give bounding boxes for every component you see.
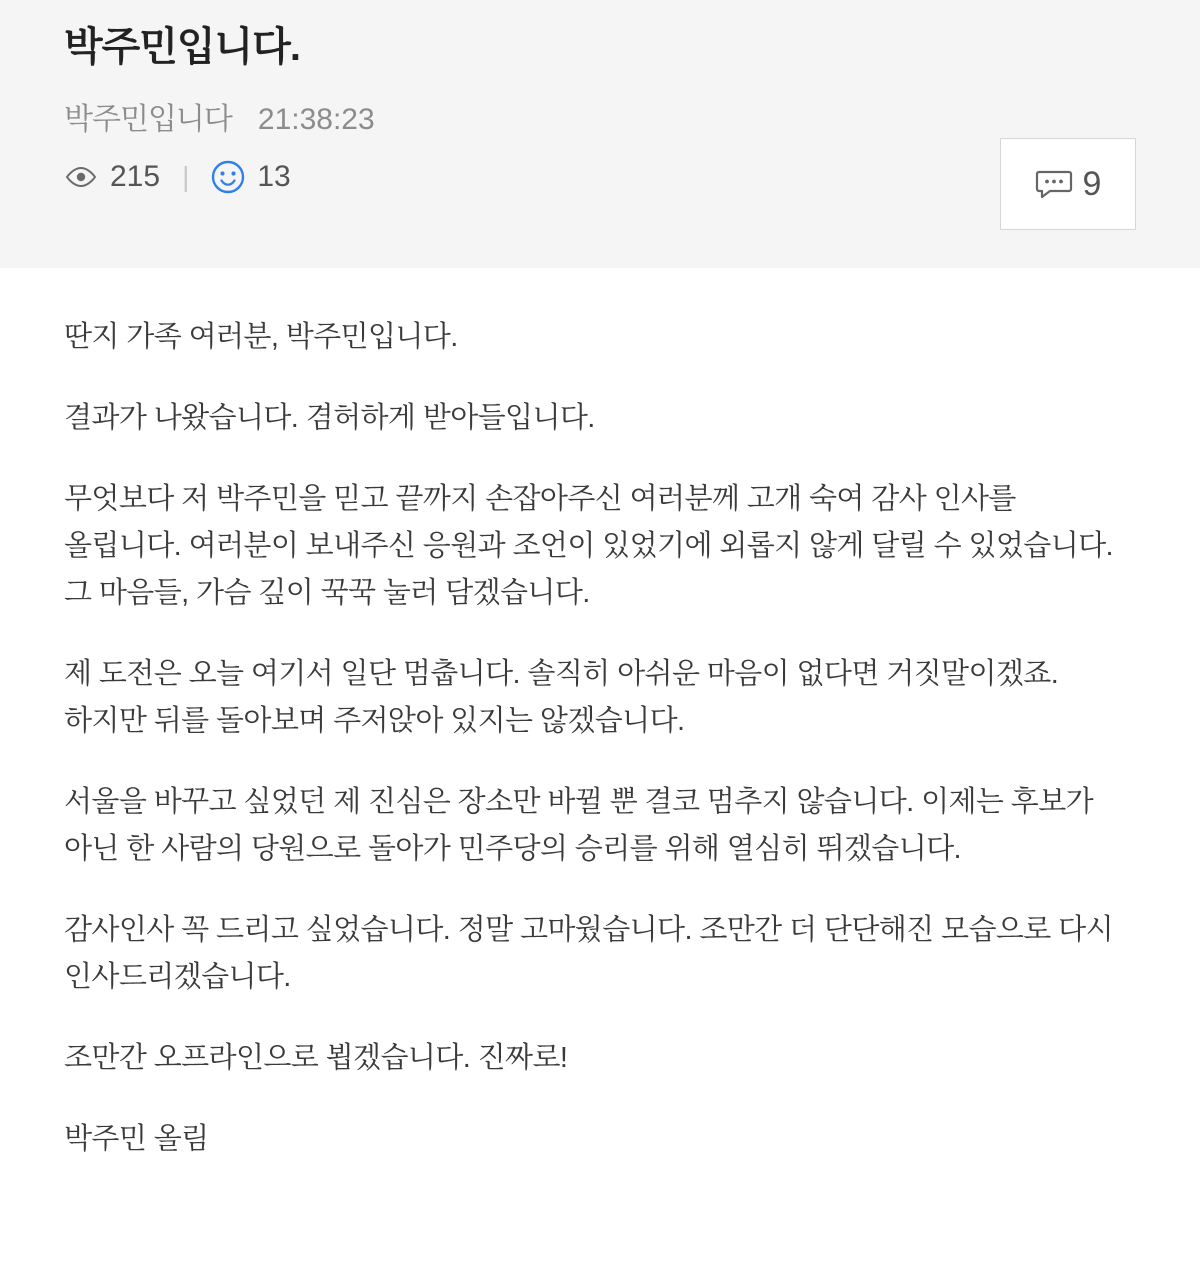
comment-bubble-icon bbox=[1035, 169, 1073, 199]
post-paragraph: 무엇보다 저 박주민을 믿고 끝까지 손잡아주신 여러분께 고개 숙여 감사 인사를 올립니다. 여러분이 보내주신 응원과 조언이 있었기에 외롭지 않게 달릴 수 있었습니다. 그 마음들, 가슴 깊이 꾹꾹 눌러 담겠습니다. bbox=[64, 482, 1113, 609]
post-paragraph: 제 도전은 오늘 여기서 일단 멈춥니다. 솔직히 아쉬운 마음이 없다면 거짓말이겠죠. 하지만 뒤를 돌아보며 주저앉아 있지는 않겠습니다. bbox=[64, 657, 1059, 737]
post-paragraph: 조만간 오프라인으로 뵙겠습니다. 진짜로! bbox=[64, 1041, 568, 1074]
post-header bbox=[0, 0, 1200, 268]
author-name[interactable]: 박주민입니다 bbox=[64, 103, 232, 136]
post-stats bbox=[64, 160, 1136, 194]
post-paragraph: 딴지 가족 여러분, 박주민입니다. bbox=[64, 321, 458, 353]
reaction-count-value: 13 bbox=[257, 160, 291, 193]
post-signature: 박주민 올림 bbox=[64, 1122, 209, 1155]
comment-count-value: 9 bbox=[1082, 164, 1102, 203]
post-paragraph: 감사인사 꼭 드리고 싶었습니다. 정말 고마웠습니다. 조만간 더 단단해진 모습으로 다시 인사드리겠습니다. bbox=[64, 913, 1113, 993]
reaction-count[interactable] bbox=[211, 160, 290, 194]
post-timestamp: 21:38:23 bbox=[257, 103, 375, 136]
view-count-value: 215 bbox=[110, 160, 161, 193]
smiley-icon bbox=[211, 160, 245, 194]
comment-count-button[interactable] bbox=[1000, 138, 1136, 230]
page-title: 박주민입니다. bbox=[64, 25, 300, 69]
post-body bbox=[0, 268, 1200, 1197]
view-count bbox=[64, 160, 160, 194]
post-paragraph: 서울을 바꾸고 싶었던 제 진심은 장소만 바뀔 뿐 결코 멈추지 않습니다. 이제는 후보가 아닌 한 사람의 당원으로 돌아가 민주당의 승리를 위해 열심히 뛰겠습니다. bbox=[64, 785, 1094, 865]
stats-separator: | bbox=[182, 161, 190, 192]
eye-icon bbox=[64, 166, 98, 188]
post-meta bbox=[64, 94, 1136, 138]
post-paragraph: 결과가 나왔습니다. 겸허하게 받아들입니다. bbox=[64, 401, 595, 434]
